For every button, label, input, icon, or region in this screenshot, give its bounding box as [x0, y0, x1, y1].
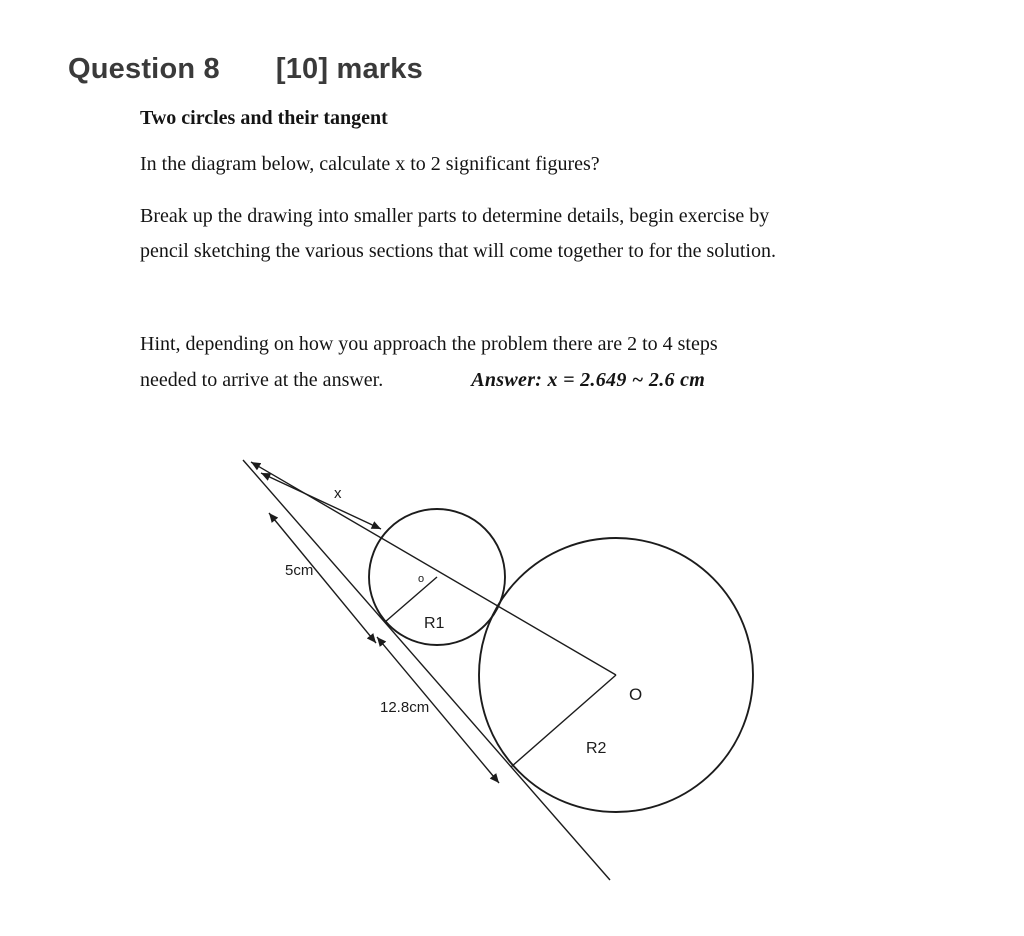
circles-tangent-diagram [0, 430, 1024, 936]
hint-line-1: Hint, depending on how you approach the problem there are 2 to 4 steps [140, 333, 718, 355]
big-center-label: O [629, 685, 643, 704]
small-center-label: o [418, 573, 425, 585]
question-header [68, 53, 423, 86]
length-5cm-label: 5cm [285, 562, 314, 579]
x-label: x [334, 485, 342, 502]
paragraph-2-line-1: Break up the drawing into smaller parts to determine details, begin exercise by [140, 205, 770, 227]
question-number: Question 8 [68, 53, 220, 85]
question-subtitle: Two circles and their tangent [140, 107, 388, 129]
hint-line-2-row [140, 362, 718, 398]
question-marks: [10] marks [275, 53, 423, 85]
question-paragraph-2 [140, 199, 776, 269]
length-12-8cm-label: 12.8cm [380, 699, 430, 716]
hint-line-2: needed to arrive at the answer. [140, 369, 384, 391]
question-paragraph-1: In the diagram below, calculate x to 2 significant figures? [140, 153, 600, 175]
paragraph-2-line-2: pencil sketching the various sections that will come together to for the solution. [140, 240, 776, 262]
hint-paragraph [140, 326, 718, 398]
tangent-line [243, 460, 610, 880]
r2-label: R2 [586, 740, 607, 757]
answer-text: Answer: x = 2.649 ~ 2.6 cm [471, 369, 706, 391]
r1-label: R1 [424, 615, 445, 632]
